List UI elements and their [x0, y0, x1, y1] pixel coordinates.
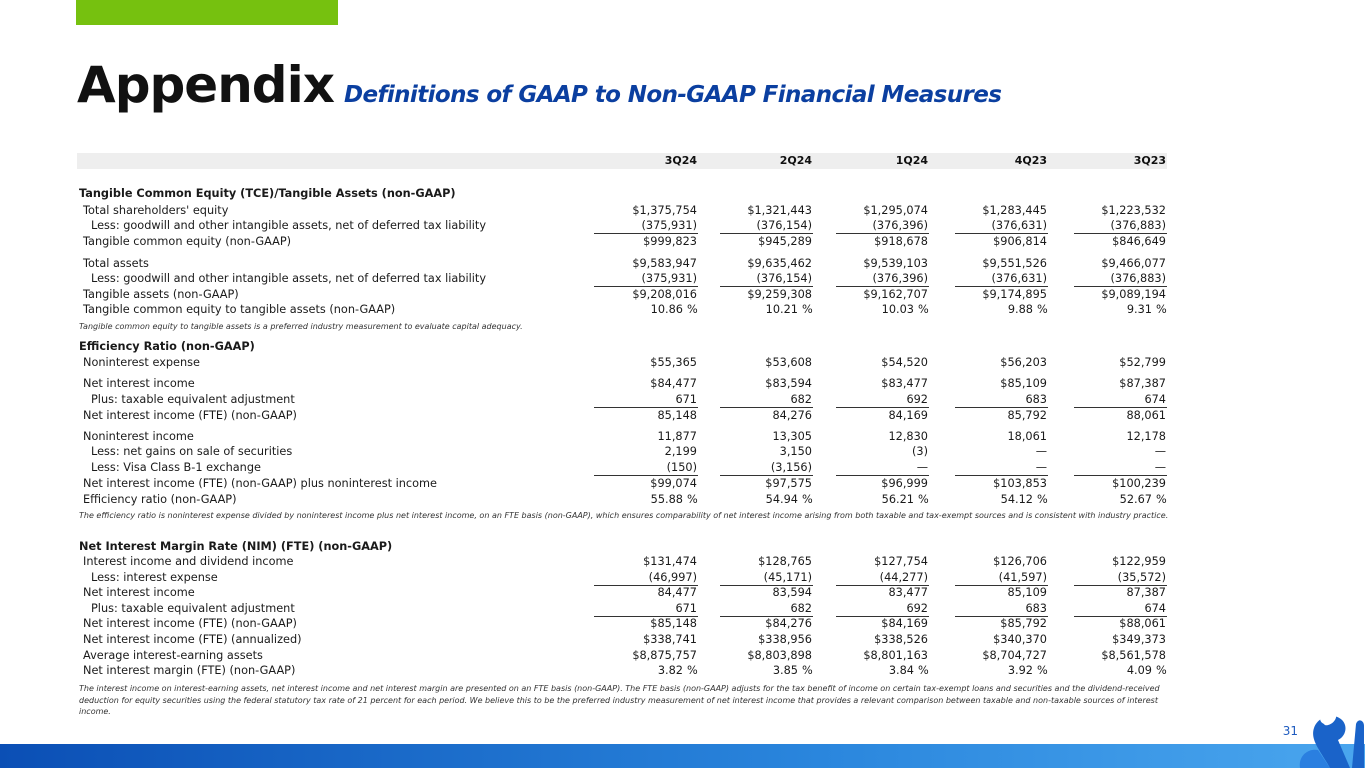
- table-cell: 85,148: [657, 409, 697, 422]
- table-cell: $1,321,443: [747, 204, 812, 217]
- table-cell: 54.12: [1000, 493, 1033, 506]
- section-footnote: Tangible common equity to tangible assets is a preferred industry measurement to evaluate capital adequacy.: [79, 322, 523, 331]
- percent-sign: %: [1156, 664, 1167, 677]
- table-cell: 3.82: [657, 664, 683, 677]
- percent-sign: %: [1037, 303, 1048, 316]
- table-cell: $55,365: [650, 356, 697, 369]
- row-label: Noninterest expense: [83, 356, 201, 369]
- table-cell: $338,956: [758, 633, 812, 646]
- table-cell: 3.85: [772, 664, 798, 677]
- table-cell: (44,277): [879, 571, 928, 584]
- total-underline: [594, 233, 698, 234]
- table-cell: 11,877: [657, 430, 697, 443]
- row-label: Interest income and dividend income: [83, 555, 294, 568]
- table-cell: 674: [1144, 393, 1166, 406]
- table-cell: 683: [1025, 602, 1047, 615]
- table-cell: —: [1154, 461, 1166, 474]
- table-cell: 2,199: [664, 445, 697, 458]
- percent-sign: %: [687, 493, 698, 506]
- table-cell: 3.92: [1007, 664, 1033, 677]
- percent-sign: %: [918, 303, 929, 316]
- table-cell: (3,156): [770, 461, 812, 474]
- table-cell: (46,997): [648, 571, 697, 584]
- table-cell: $52,799: [1119, 356, 1166, 369]
- table-cell: (376,883): [1110, 219, 1166, 232]
- table-cell: (3): [911, 445, 928, 458]
- row-label: Tangible common equity (non-GAAP): [83, 235, 292, 248]
- table-cell: $8,801,163: [863, 649, 928, 662]
- table-cell: 55.88: [650, 493, 683, 506]
- column-header-2q24: 2Q24: [779, 154, 812, 167]
- table-cell: 682: [790, 602, 812, 615]
- table-cell: 3.84: [888, 664, 914, 677]
- column-header-3q24: 3Q24: [664, 154, 697, 167]
- table-cell: 12,830: [888, 430, 928, 443]
- column-header-3q23: 3Q23: [1133, 154, 1166, 167]
- table-cell: $9,539,103: [863, 257, 928, 270]
- table-cell: $1,295,074: [863, 204, 928, 217]
- table-cell: $1,223,532: [1101, 204, 1166, 217]
- table-cell: 674: [1144, 602, 1166, 615]
- table-cell: $9,583,947: [632, 257, 697, 270]
- table-cell: $9,089,194: [1101, 288, 1166, 301]
- table-cell: $85,109: [1000, 377, 1047, 390]
- row-label: Less: goodwill and other intangible assets, net of deferred tax liability: [91, 219, 487, 232]
- table-cell: $83,594: [765, 377, 812, 390]
- table-cell: $83,477: [881, 377, 928, 390]
- total-underline: [720, 286, 813, 287]
- table-cell: 84,477: [657, 586, 697, 599]
- percent-sign: %: [918, 493, 929, 506]
- table-cell: (376,631): [991, 219, 1047, 232]
- title-block: [77, 56, 1001, 114]
- table-cell: (45,171): [763, 571, 812, 584]
- table-cell: $9,162,707: [863, 288, 928, 301]
- table-cell: $338,526: [874, 633, 928, 646]
- table-cell: $126,706: [993, 555, 1047, 568]
- table-cell: $122,959: [1112, 555, 1166, 568]
- table-cell: $8,561,578: [1101, 649, 1166, 662]
- total-underline: [836, 407, 929, 408]
- percent-sign: %: [1037, 493, 1048, 506]
- section-footnote: The interest income on interest-earning assets, net interest income and net interest margin are presented on an FTE basis (non-GAAP). The FTE basis (non-GAAP) adjusts for the tax benefit of income on certain tax-exempt loans and securities and the dividend-received deduction for equity securities using the federal statutory tax rate of 21 percent for each period. We believe this to be the preferred industry measurement of net interest income that provides a relevant comparison between taxable and non-taxable sources of interest income.: [79, 684, 1160, 716]
- table-cell: 84,276: [772, 409, 812, 422]
- section-footnote: The efficiency ratio is noninterest expense divided by noninterest income plus net interest income, on an FTE basis (non-GAAP), which ensures comparability of net interest income arising from both taxable and tax-exempt sources and is consistent with industry practice.: [79, 511, 1169, 520]
- table-cell: 84,169: [888, 409, 928, 422]
- table-cell: $349,373: [1112, 633, 1166, 646]
- page-subtitle: Definitions of GAAP to Non-GAAP Financial Measures: [343, 82, 1002, 108]
- table-cell: (376,631): [991, 272, 1047, 285]
- row-label: Less: net gains on sale of securities: [91, 445, 293, 458]
- total-underline: [594, 475, 698, 476]
- table-cell: 85,109: [1007, 586, 1047, 599]
- total-underline: [955, 475, 1048, 476]
- row-label: Total shareholders' equity: [83, 204, 229, 217]
- table-cell: 83,594: [772, 586, 812, 599]
- table-cell: 85,792: [1007, 409, 1047, 422]
- table-cell: 10.21: [765, 303, 798, 316]
- row-label: Tangible assets (non-GAAP): [83, 288, 239, 301]
- table-cell: $9,466,077: [1101, 257, 1166, 270]
- table-cell: $8,704,727: [982, 649, 1047, 662]
- table-cell: (35,572): [1117, 571, 1166, 584]
- table-cell: 683: [1025, 393, 1047, 406]
- table-cell: —: [1154, 445, 1166, 458]
- table-cell: 682: [790, 393, 812, 406]
- column-header-1q24: 1Q24: [895, 154, 928, 167]
- brand-ampersand-icon: [1290, 690, 1365, 768]
- section-heading: Efficiency Ratio (non-GAAP): [79, 340, 255, 353]
- table-cell: 56.21: [881, 493, 914, 506]
- total-underline: [836, 286, 929, 287]
- table-cell: $103,853: [993, 477, 1047, 490]
- total-underline: [1074, 233, 1167, 234]
- total-underline: [955, 233, 1048, 234]
- table-cell: (150): [666, 461, 697, 474]
- table-cell: $84,276: [765, 617, 812, 630]
- table-cell: 692: [906, 393, 928, 406]
- table-cell: $9,551,526: [982, 257, 1047, 270]
- table-cell: —: [1035, 461, 1047, 474]
- table-cell: $1,283,445: [982, 204, 1047, 217]
- table-cell: 83,477: [888, 586, 928, 599]
- total-underline: [955, 407, 1048, 408]
- row-label: Net interest income (FTE) (non-GAAP): [83, 409, 297, 422]
- row-label: Tangible common equity to tangible assets (non-GAAP): [83, 303, 396, 316]
- row-label: Plus: taxable equivalent adjustment: [91, 393, 295, 406]
- percent-sign: %: [802, 493, 813, 506]
- table-cell: $84,477: [650, 377, 697, 390]
- row-label: Less: Visa Class B-1 exchange: [91, 461, 261, 474]
- table-cell: $85,148: [650, 617, 697, 630]
- table-cell: 10.03: [881, 303, 914, 316]
- table-cell: $100,239: [1112, 477, 1166, 490]
- table-cell: 88,061: [1126, 409, 1166, 422]
- table-cell: $54,520: [881, 356, 928, 369]
- total-underline: [1074, 286, 1167, 287]
- table-cell: —: [916, 461, 928, 474]
- table-cell: $340,370: [993, 633, 1047, 646]
- table-cell: $9,174,895: [982, 288, 1047, 301]
- table-cell: $96,999: [881, 477, 928, 490]
- row-label: Net interest income (FTE) (non-GAAP): [83, 617, 297, 630]
- table-cell: $9,208,016: [632, 288, 697, 301]
- percent-sign: %: [918, 664, 929, 677]
- total-underline: [720, 233, 813, 234]
- table-cell: 12,178: [1126, 430, 1166, 443]
- page-number: 31: [1282, 724, 1298, 738]
- total-underline: [836, 233, 929, 234]
- table-cell: $8,803,898: [747, 649, 812, 662]
- table-cell: 671: [675, 602, 697, 615]
- table-cell: 52.67: [1119, 493, 1152, 506]
- total-underline: [720, 407, 813, 408]
- table-cell: $87,387: [1119, 377, 1166, 390]
- table-cell: $945,289: [758, 235, 812, 248]
- table-cell: $1,375,754: [632, 204, 697, 217]
- row-label: Less: goodwill and other intangible assets, net of deferred tax liability: [91, 272, 487, 285]
- table-cell: $999,823: [643, 235, 697, 248]
- column-header-4q23: 4Q23: [1014, 154, 1047, 167]
- table-cell: $53,608: [765, 356, 812, 369]
- table-cell: 54.94: [765, 493, 798, 506]
- table-cell: $99,074: [650, 477, 697, 490]
- row-label: Less: interest expense: [91, 571, 218, 584]
- table-cell: (376,883): [1110, 272, 1166, 285]
- table-cell: $9,635,462: [747, 257, 812, 270]
- total-underline: [955, 286, 1048, 287]
- table-cell: 4.09: [1126, 664, 1152, 677]
- table-cell: $131,474: [643, 555, 697, 568]
- row-label: Average interest-earning assets: [83, 649, 263, 662]
- table-cell: 10.86: [650, 303, 683, 316]
- total-underline: [720, 475, 813, 476]
- row-label: Net interest income (FTE) (non-GAAP) plus noninterest income: [83, 477, 438, 490]
- table-cell: $128,765: [758, 555, 812, 568]
- percent-sign: %: [687, 303, 698, 316]
- table-cell: $88,061: [1119, 617, 1166, 630]
- section-heading: Net Interest Margin Rate (NIM) (FTE) (non-GAAP): [79, 540, 393, 553]
- table-cell: 13,305: [772, 430, 812, 443]
- percent-sign: %: [687, 664, 698, 677]
- row-label: Net interest income: [83, 377, 195, 390]
- table-cell: $84,169: [881, 617, 928, 630]
- percent-sign: %: [1037, 664, 1048, 677]
- accent-bar: [76, 0, 338, 25]
- table-cell: 9.31: [1126, 303, 1152, 316]
- total-underline: [594, 286, 698, 287]
- row-label: Noninterest income: [83, 430, 194, 443]
- row-label: Total assets: [83, 257, 149, 270]
- percent-sign: %: [1156, 493, 1167, 506]
- table-cell: $97,575: [765, 477, 812, 490]
- table-cell: 9.88: [1007, 303, 1033, 316]
- row-label: Net interest income: [83, 586, 195, 599]
- row-label: Net interest income (FTE) (annualized): [83, 633, 302, 646]
- table-cell: $918,678: [874, 235, 928, 248]
- table-cell: (375,931): [641, 272, 697, 285]
- table-cell: $8,875,757: [632, 649, 697, 662]
- table-cell: (376,154): [756, 272, 812, 285]
- table-cell: $846,649: [1112, 235, 1166, 248]
- table-cell: $85,792: [1000, 617, 1047, 630]
- table-cell: 18,061: [1007, 430, 1047, 443]
- table-cell: $56,203: [1000, 356, 1047, 369]
- section-heading: Tangible Common Equity (TCE)/Tangible Assets (non-GAAP): [79, 187, 456, 200]
- total-underline: [1074, 407, 1167, 408]
- percent-sign: %: [1156, 303, 1167, 316]
- table-cell: (376,154): [756, 219, 812, 232]
- total-underline: [594, 407, 698, 408]
- row-label: Net interest margin (FTE) (non-GAAP): [83, 664, 296, 677]
- table-cell: 87,387: [1126, 586, 1166, 599]
- table-cell: 3,150: [779, 445, 812, 458]
- table-cell: (375,931): [641, 219, 697, 232]
- footer-band: [0, 744, 1365, 768]
- table-cell: $906,814: [993, 235, 1047, 248]
- row-label: Plus: taxable equivalent adjustment: [91, 602, 295, 615]
- table-cell: —: [1035, 445, 1047, 458]
- table-cell: (376,396): [872, 219, 928, 232]
- table-cell: 692: [906, 602, 928, 615]
- row-label: Efficiency ratio (non-GAAP): [83, 493, 237, 506]
- total-underline: [1074, 475, 1167, 476]
- table-cell: $338,741: [643, 633, 697, 646]
- table-cell: $9,259,308: [747, 288, 812, 301]
- total-underline: [836, 475, 929, 476]
- percent-sign: %: [802, 303, 813, 316]
- table-cell: 671: [675, 393, 697, 406]
- table-cell: (376,396): [872, 272, 928, 285]
- percent-sign: %: [802, 664, 813, 677]
- table-cell: $127,754: [874, 555, 928, 568]
- page-title: Appendix: [77, 56, 334, 114]
- table-cell: (41,597): [998, 571, 1047, 584]
